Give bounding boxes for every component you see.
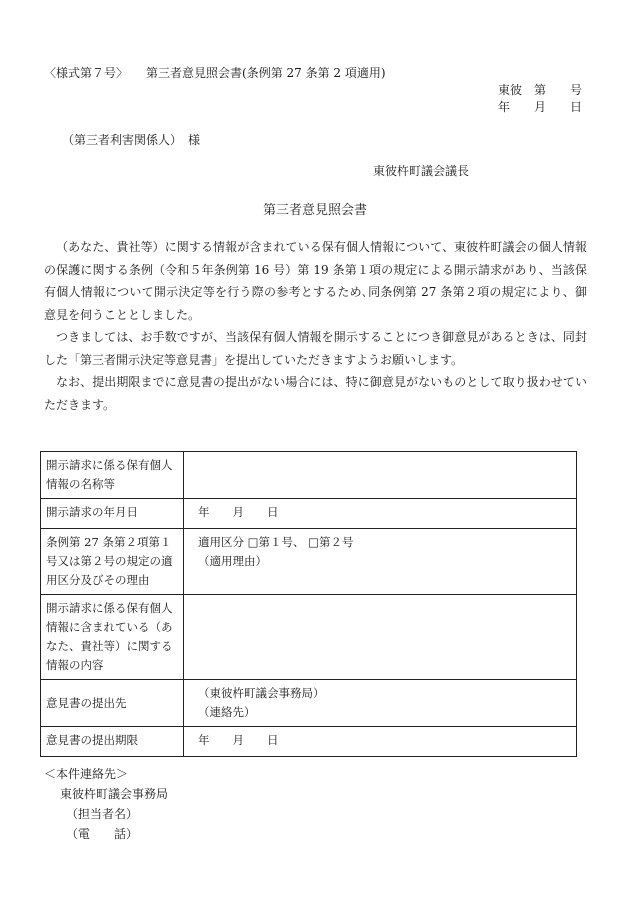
contact-office: 東彼杵町議会事務局 (60, 787, 169, 801)
table-row (41, 499, 577, 529)
form-title: 第三者意見照会書(条例第 27 条第 2 項適用) (146, 66, 386, 80)
recipient: （第三者利害関係人） 様 (62, 133, 201, 147)
contact-block (44, 764, 168, 844)
form-header (44, 64, 386, 81)
row-label: 条例第 27 条第２項第１号又は第２号の規定の適用区分及びその理由 (41, 529, 184, 595)
document-date: 年 月 日 (497, 100, 582, 114)
table-row (41, 727, 577, 757)
contact-person: （担当者名） (66, 807, 139, 821)
row-label: 開示請求の年月日 (41, 499, 184, 529)
body-paragraph: なお、提出期限までに意見書の提出がない場合には、特に御意見がないものとして取り扱わせていただきます。 (44, 375, 587, 412)
submission-office: （東彼杵町議会事務局） (198, 686, 325, 700)
row-value (184, 529, 577, 595)
row-label: 開示請求に係る保有個人情報の名称等 (41, 452, 184, 499)
row-label: 意見書の提出期限 (41, 727, 184, 757)
body-text (44, 236, 587, 416)
row-value (184, 452, 577, 499)
document-number-block (498, 82, 582, 116)
row-value (184, 595, 577, 680)
table-row (41, 529, 577, 595)
table-row (41, 452, 577, 499)
submission-contact: （連絡先） (198, 705, 256, 719)
document-title: 第三者意見照会書 (262, 203, 367, 218)
form-number: 〈様式第７号〉 (44, 66, 129, 80)
row-value: 年 月 日 (184, 727, 577, 757)
row-value: 年 月 日 (184, 499, 577, 529)
body-paragraph: （あなた、貴社等）に関する情報が含まれている保有個人情報について、東彼杵町議会の個人情報の保護に関する条例（令和５年条例第 16 号）第 19 条第１項の規定による開示請求があり、当該保有個人情報について開示決定等を行う際の参考とするため､同条例第 27 条第２項の規定により、御意見を伺うこととしました。 (44, 240, 587, 322)
contact-heading: ＜本件連絡先＞ (44, 767, 129, 781)
sender: 東彼杵町議会議長 (373, 164, 470, 178)
body-paragraph: つきましては、お手数ですが、当該保有個人情報を開示することにつき御意見があるときは、同封した「第三者開示決定等意見書」を提出していただきますようお願いします。 (44, 330, 587, 367)
classification-checkboxes: 適用区分 □第１号、 □第２号 (198, 535, 354, 549)
reason-label: （適用理由） (198, 554, 267, 568)
row-value (184, 680, 577, 727)
document-number: 東彼 第 号 (497, 83, 582, 97)
row-label: 意見書の提出先 (41, 680, 184, 727)
info-table (40, 451, 577, 757)
table-row (41, 680, 577, 727)
contact-phone: （電 話） (66, 827, 139, 841)
table-row (41, 595, 577, 680)
row-label: 開示請求に係る保有個人情報に含まれている（あなた、貴社等）に関する情報の内容 (41, 595, 184, 680)
